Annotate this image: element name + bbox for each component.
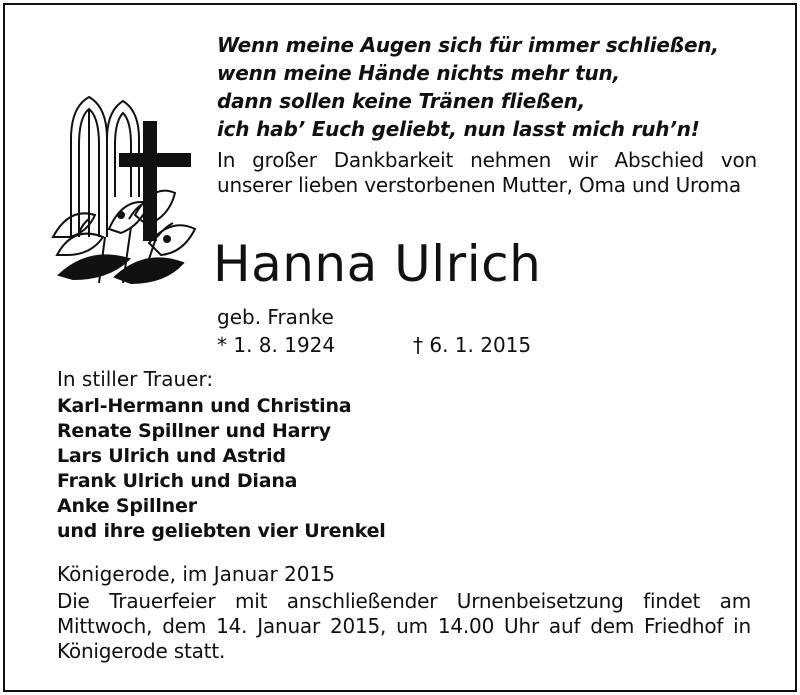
death-date: † 6. 1. 2015 — [413, 333, 532, 357]
list-item: Frank Ulrich und Diana — [57, 470, 298, 492]
list-item: Lars Ulrich und Astrid — [57, 445, 286, 467]
cross-icon — [119, 121, 191, 241]
maiden-name: geb. Franke — [217, 305, 334, 329]
deceased-name: Hanna Ulrich — [213, 235, 542, 293]
poem-line: wenn meine Hände nichts mehr tun, — [217, 61, 620, 85]
lily-icon — [53, 191, 195, 283]
poem-line: Wenn meine Augen sich für immer schließen, — [217, 33, 719, 57]
list-item: Anke Spillner — [57, 495, 197, 517]
list-item: Karl-Hermann und Christina — [57, 395, 352, 417]
list-item: Renate Spillner und Harry — [57, 420, 331, 442]
place-date: Königerode, im Januar 2015 — [57, 562, 335, 586]
poem-line: ich hab’ Euch geliebt, nun lasst mich ruh’n! — [217, 117, 700, 141]
obituary-frame — [3, 3, 797, 692]
list-item: und ihre geliebten vier Urenkel — [57, 520, 386, 542]
birth-date: * 1. 8. 1924 — [217, 333, 336, 357]
mourning-motif — [49, 87, 199, 287]
funeral-notice: Die Trauerfeier mit anschließender Urnenbeisetzung findet am Mittwoch, dem 14. Januar 2015, um 14.00 Uhr auf dem Friedhof in Königerode statt. — [57, 589, 751, 663]
life-dates — [217, 332, 532, 358]
farewell-intro: In großer Dankbarkeit nehmen wir Abschied von unserer lieben verstorbenen Mutter, Oma und Uroma — [217, 148, 757, 197]
poem-verse — [217, 31, 777, 143]
family-list — [57, 394, 386, 544]
poem-line: dann sollen keine Tränen fließen, — [217, 89, 586, 113]
mourning-label: In stiller Trauer: — [57, 367, 214, 391]
